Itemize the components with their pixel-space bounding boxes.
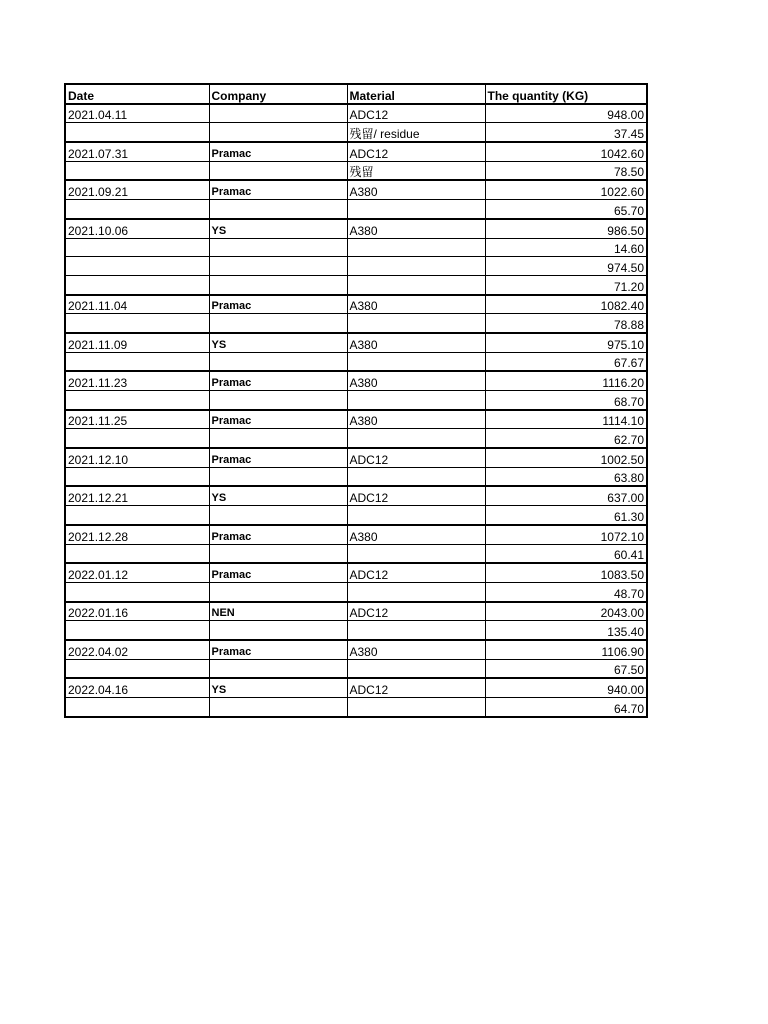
material-cell bbox=[347, 275, 485, 294]
table-row bbox=[65, 142, 647, 161]
quantity-cell: 78.88 bbox=[485, 314, 647, 333]
company-cell: Pramac bbox=[209, 142, 347, 161]
table-row bbox=[65, 678, 647, 697]
table-row bbox=[65, 104, 647, 123]
date-cell: 2021.07.31 bbox=[65, 142, 209, 161]
company-cell bbox=[209, 391, 347, 410]
date-cell: 2022.04.02 bbox=[65, 640, 209, 659]
quantity-cell: 1083.50 bbox=[485, 563, 647, 582]
quantity-cell: 2043.00 bbox=[485, 602, 647, 621]
date-cell bbox=[65, 698, 209, 717]
material-quantity-table bbox=[64, 83, 648, 718]
material-cell: ADC12 bbox=[347, 602, 485, 621]
quantity-cell: 940.00 bbox=[485, 678, 647, 697]
column-header-company: Company bbox=[209, 84, 347, 104]
table-row bbox=[65, 640, 647, 659]
table-row bbox=[65, 506, 647, 525]
company-cell bbox=[209, 238, 347, 257]
date-cell bbox=[65, 506, 209, 525]
material-cell bbox=[347, 506, 485, 525]
quantity-cell: 1002.50 bbox=[485, 448, 647, 467]
company-cell bbox=[209, 123, 347, 142]
date-cell bbox=[65, 659, 209, 678]
date-cell bbox=[65, 238, 209, 257]
company-cell bbox=[209, 429, 347, 448]
table-row bbox=[65, 352, 647, 371]
header-row bbox=[65, 84, 647, 104]
company-cell: YS bbox=[209, 333, 347, 352]
material-cell: 残留/ residue bbox=[347, 123, 485, 142]
company-cell bbox=[209, 314, 347, 333]
table-row bbox=[65, 371, 647, 390]
material-cell: ADC12 bbox=[347, 104, 485, 123]
date-cell bbox=[65, 123, 209, 142]
quantity-cell: 1106.90 bbox=[485, 640, 647, 659]
date-cell: 2022.01.16 bbox=[65, 602, 209, 621]
table-row bbox=[65, 391, 647, 410]
quantity-cell: 135.40 bbox=[485, 621, 647, 640]
company-cell: Pramac bbox=[209, 180, 347, 199]
table-row bbox=[65, 295, 647, 314]
table-row bbox=[65, 563, 647, 582]
date-cell: 2021.11.23 bbox=[65, 371, 209, 390]
company-cell bbox=[209, 506, 347, 525]
quantity-cell: 37.45 bbox=[485, 123, 647, 142]
table-row bbox=[65, 467, 647, 486]
company-cell: YS bbox=[209, 486, 347, 505]
material-cell bbox=[347, 467, 485, 486]
quantity-cell: 62.70 bbox=[485, 429, 647, 448]
material-cell: A380 bbox=[347, 295, 485, 314]
material-cell bbox=[347, 391, 485, 410]
company-cell: NEN bbox=[209, 602, 347, 621]
table-row bbox=[65, 429, 647, 448]
quantity-cell: 1022.60 bbox=[485, 180, 647, 199]
quantity-cell: 78.50 bbox=[485, 161, 647, 180]
material-cell bbox=[347, 257, 485, 276]
company-cell bbox=[209, 582, 347, 601]
material-cell bbox=[347, 544, 485, 563]
material-cell: A380 bbox=[347, 640, 485, 659]
date-cell bbox=[65, 544, 209, 563]
quantity-cell: 14.60 bbox=[485, 238, 647, 257]
date-cell bbox=[65, 429, 209, 448]
company-cell: Pramac bbox=[209, 563, 347, 582]
table-row bbox=[65, 410, 647, 429]
material-cell bbox=[347, 200, 485, 219]
date-cell bbox=[65, 352, 209, 371]
table-row bbox=[65, 200, 647, 219]
company-cell bbox=[209, 467, 347, 486]
quantity-cell: 637.00 bbox=[485, 486, 647, 505]
company-cell: Pramac bbox=[209, 410, 347, 429]
company-cell bbox=[209, 275, 347, 294]
column-header-quantity: The quantity (KG) bbox=[485, 84, 647, 104]
quantity-cell: 975.10 bbox=[485, 333, 647, 352]
table-row bbox=[65, 314, 647, 333]
date-cell bbox=[65, 314, 209, 333]
table-row bbox=[65, 486, 647, 505]
column-header-date: Date bbox=[65, 84, 209, 104]
company-cell: Pramac bbox=[209, 371, 347, 390]
material-cell: 残留 bbox=[347, 161, 485, 180]
company-cell: Pramac bbox=[209, 448, 347, 467]
date-cell: 2021.11.04 bbox=[65, 295, 209, 314]
company-cell bbox=[209, 161, 347, 180]
table-row bbox=[65, 544, 647, 563]
date-cell bbox=[65, 200, 209, 219]
table-row bbox=[65, 659, 647, 678]
material-cell bbox=[347, 698, 485, 717]
company-cell bbox=[209, 621, 347, 640]
date-cell: 2021.12.28 bbox=[65, 525, 209, 544]
date-cell: 2022.01.12 bbox=[65, 563, 209, 582]
table-row bbox=[65, 602, 647, 621]
quantity-cell: 948.00 bbox=[485, 104, 647, 123]
quantity-cell: 61.30 bbox=[485, 506, 647, 525]
material-cell: A380 bbox=[347, 180, 485, 199]
company-cell: YS bbox=[209, 219, 347, 238]
material-cell bbox=[347, 659, 485, 678]
quantity-cell: 1082.40 bbox=[485, 295, 647, 314]
material-cell: A380 bbox=[347, 410, 485, 429]
material-cell bbox=[347, 238, 485, 257]
table-row bbox=[65, 525, 647, 544]
company-cell bbox=[209, 104, 347, 123]
date-cell: 2021.11.25 bbox=[65, 410, 209, 429]
material-cell: ADC12 bbox=[347, 448, 485, 467]
material-cell: A380 bbox=[347, 371, 485, 390]
company-cell: Pramac bbox=[209, 525, 347, 544]
date-cell: 2021.10.06 bbox=[65, 219, 209, 238]
table-body bbox=[65, 104, 647, 717]
company-cell bbox=[209, 544, 347, 563]
quantity-cell: 986.50 bbox=[485, 219, 647, 238]
column-header-material: Material bbox=[347, 84, 485, 104]
material-cell: ADC12 bbox=[347, 142, 485, 161]
date-cell bbox=[65, 582, 209, 601]
quantity-cell: 71.20 bbox=[485, 275, 647, 294]
date-cell bbox=[65, 275, 209, 294]
material-cell bbox=[347, 314, 485, 333]
quantity-cell: 1072.10 bbox=[485, 525, 647, 544]
company-cell bbox=[209, 200, 347, 219]
material-cell bbox=[347, 621, 485, 640]
company-cell: YS bbox=[209, 678, 347, 697]
date-cell bbox=[65, 257, 209, 276]
table-row bbox=[65, 257, 647, 276]
quantity-cell: 65.70 bbox=[485, 200, 647, 219]
date-cell: 2022.04.16 bbox=[65, 678, 209, 697]
material-cell: ADC12 bbox=[347, 486, 485, 505]
material-cell: ADC12 bbox=[347, 563, 485, 582]
material-cell bbox=[347, 582, 485, 601]
date-cell: 2021.12.21 bbox=[65, 486, 209, 505]
quantity-cell: 974.50 bbox=[485, 257, 647, 276]
material-cell bbox=[347, 352, 485, 371]
company-cell: Pramac bbox=[209, 295, 347, 314]
table-row bbox=[65, 123, 647, 142]
date-cell bbox=[65, 467, 209, 486]
date-cell: 2021.12.10 bbox=[65, 448, 209, 467]
company-cell bbox=[209, 659, 347, 678]
date-cell bbox=[65, 161, 209, 180]
date-cell bbox=[65, 621, 209, 640]
quantity-cell: 67.50 bbox=[485, 659, 647, 678]
quantity-cell: 1114.10 bbox=[485, 410, 647, 429]
table-row bbox=[65, 238, 647, 257]
date-cell: 2021.04.11 bbox=[65, 104, 209, 123]
table-row bbox=[65, 219, 647, 238]
table-header bbox=[65, 84, 647, 104]
material-cell: A380 bbox=[347, 525, 485, 544]
date-cell: 2021.11.09 bbox=[65, 333, 209, 352]
table-row bbox=[65, 582, 647, 601]
quantity-cell: 60.41 bbox=[485, 544, 647, 563]
company-cell bbox=[209, 257, 347, 276]
company-cell bbox=[209, 352, 347, 371]
quantity-cell: 1116.20 bbox=[485, 371, 647, 390]
material-cell bbox=[347, 429, 485, 448]
table-row bbox=[65, 698, 647, 717]
company-cell bbox=[209, 698, 347, 717]
quantity-cell: 64.70 bbox=[485, 698, 647, 717]
material-cell: ADC12 bbox=[347, 678, 485, 697]
date-cell bbox=[65, 391, 209, 410]
material-cell: A380 bbox=[347, 333, 485, 352]
company-cell: Pramac bbox=[209, 640, 347, 659]
table-row bbox=[65, 333, 647, 352]
quantity-cell: 67.67 bbox=[485, 352, 647, 371]
quantity-cell: 63.80 bbox=[485, 467, 647, 486]
table-row bbox=[65, 275, 647, 294]
quantity-cell: 48.70 bbox=[485, 582, 647, 601]
material-cell: A380 bbox=[347, 219, 485, 238]
quantity-cell: 1042.60 bbox=[485, 142, 647, 161]
table-row bbox=[65, 621, 647, 640]
table-row bbox=[65, 180, 647, 199]
quantity-cell: 68.70 bbox=[485, 391, 647, 410]
date-cell: 2021.09.21 bbox=[65, 180, 209, 199]
table-row bbox=[65, 448, 647, 467]
table-row bbox=[65, 161, 647, 180]
